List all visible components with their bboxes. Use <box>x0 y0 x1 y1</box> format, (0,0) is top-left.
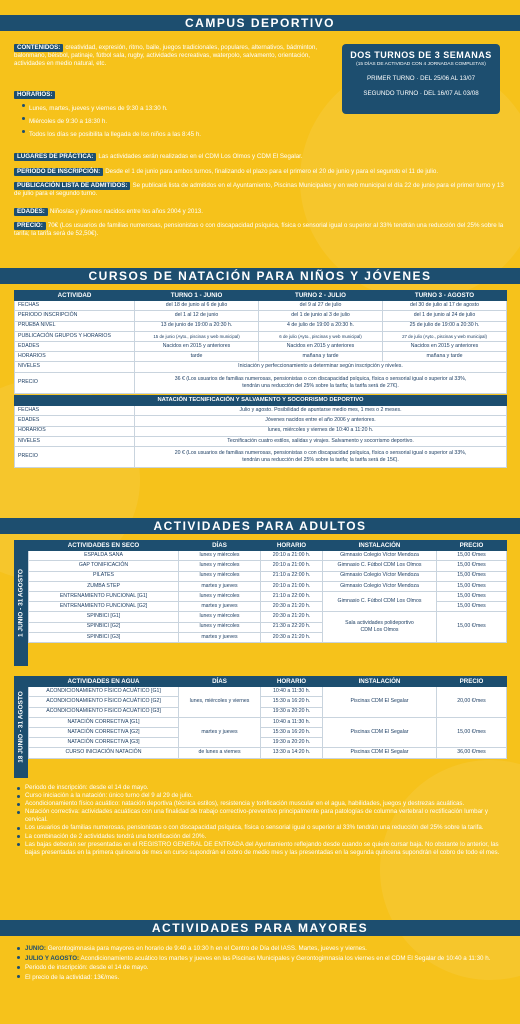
table-cell: NIVELES <box>15 436 135 446</box>
turno-1: PRIMER TURNO · DEL 25/06 AL 13/07 <box>366 75 476 82</box>
table-cell: 13:30 a 14:20 h. <box>261 748 323 758</box>
turnos-title: DOS TURNOS DE 3 SEMANAS <box>350 50 492 60</box>
inst-line: CDM Los Olmos <box>360 627 399 634</box>
table-cell: lunes y miércoles <box>179 561 261 571</box>
campus-lugares <box>14 153 506 161</box>
table-cell: PRECIO <box>15 372 135 393</box>
table-cell: NATACIÓN CORRECTIVA [G3] <box>29 738 179 748</box>
table-cell: 15,00 €/mes <box>437 602 507 612</box>
table-cell: de lunes a viernes <box>179 748 261 758</box>
note-item: Los usuarios de familias numerosas, pensionistas o con discapacidad psíquica, física o sensorial igual o superior al 33% tendrán una reducción del 25% sobre la tarifa. <box>16 824 504 832</box>
horarios-item: Todos los días se posibilita la llegada de los niños a las 8:45 h. <box>22 128 336 141</box>
table-cell: Piscinas CDM El Segalar <box>323 687 437 718</box>
table-row <box>29 717 507 727</box>
table-cell: 20:10 a 21:00 h. <box>261 561 323 571</box>
col-header: PRECIO <box>437 541 507 551</box>
col-header: HORARIO <box>261 541 323 551</box>
table-cell: CURSO INICIACIÓN NATACIÓN <box>29 748 179 758</box>
table-cell: 10:40 a 11:30 h. <box>261 717 323 727</box>
table-cell: ZUMBA STEP <box>29 581 179 591</box>
col-header: HORARIO <box>261 677 323 687</box>
julio-text: Acondicionamiento acuático los martes y jueves en las Piscinas Municipales y Gerontogimnasia los viernes en el CDM El Segalar de 10:40 a 11:30 h. <box>80 954 491 962</box>
table-row <box>15 331 507 341</box>
table-cell: 19:30 a 20:20 h. <box>261 707 323 717</box>
turnos-subtitle: (15 DÍAS DE ACTIVIDAD CON 4 JORNADAS COMPLETAS) <box>356 62 486 67</box>
table-cell: 15,00 €/mes <box>437 717 507 748</box>
col-header: DÍAS <box>179 541 261 551</box>
table-cell: ACONDICIONAMIENTO FÍSICO ACUÁTICO [G3] <box>29 707 179 717</box>
table-row <box>15 406 507 416</box>
tecnificacion-title: NATACIÓN TECNIFICACIÓN Y SALVAMENTO Y SOCORRISMO DEPORTIVO <box>15 396 507 406</box>
table-cell: 36,00 €/mes <box>437 748 507 758</box>
table-cell: 20:30 a 21:20 h. <box>261 612 323 622</box>
contenidos-label: CONTENIDOS: <box>14 44 63 52</box>
turnos-box <box>342 44 500 114</box>
table-cell: Nacidos en 2015 y anteriores <box>259 341 383 351</box>
table-row <box>15 372 507 393</box>
table-cell: lunes y miércoles <box>179 551 261 561</box>
natacion-title: CURSOS DE NATACIÓN PARA NIÑOS Y JÓVENES <box>0 268 520 284</box>
table-cell: Tecnificación cuatro estilos, salidas y virajes. Salvamento y socorrismo deportivo. <box>135 436 507 446</box>
publicacion-text: Se publicará lista de admitidos en el Ayuntamiento, Piscinas Municipales y en web municipal el día 22 de junio para el primer turno y 13 de julio para el segundo turno. <box>14 182 504 197</box>
table-cell: Nacidos en 2015 y anteriores <box>135 341 259 351</box>
table-cell: mañana y tarde <box>259 352 383 362</box>
table-cell: PRUEBA NIVEL <box>15 321 135 331</box>
table-cell: del 18 de junio al 6 de julio <box>135 301 259 311</box>
note-item: Curso iniciación a la natación: único turno del 9 al 29 de julio. <box>16 792 504 800</box>
seco-period-text: 1 JUNIO - 31 AGOSTO <box>17 569 25 637</box>
note-item: La combinación de 2 actividades tendrá una bonificación del 20%. <box>16 833 504 841</box>
table-cell <box>135 372 507 393</box>
campus-periodo <box>14 168 506 176</box>
table-cell: 21:10 a 22:00 h. <box>261 591 323 601</box>
col-header: TURNO 2 - JULIO <box>259 291 383 301</box>
table-cell: 10:40 a 11:30 h. <box>261 687 323 697</box>
horarios-list <box>22 102 336 141</box>
table-cell: 15,00 €/mes <box>437 561 507 571</box>
table-cell: Gimnasio C. Fútbol CDM Los Olmos <box>323 561 437 571</box>
edades-text: Niños/as y jóvenes nacidos entre los años 2004 y 2013. <box>49 208 203 215</box>
table-header-row <box>29 677 507 687</box>
col-header: TURNO 1 - JUNIO <box>135 291 259 301</box>
table-row <box>15 416 507 426</box>
table-cell: EDADES <box>15 416 135 426</box>
table-cell: EDADES <box>15 341 135 351</box>
precio-text: 70€ (Los usuarios de familias numerosas, pensionistas o con discapacidad psíquica, física o sensorial igual o superior al 33% tendrán una reducción del 25% sobre la tarifa; la tarifa será de 52,50€). <box>14 222 504 237</box>
table-cell: Piscinas CDM El Segalar <box>323 717 437 748</box>
mayores-title: ACTIVIDADES PARA MAYORES <box>0 920 520 936</box>
campus-edades <box>14 208 506 216</box>
table-cell: 15:30 a 16:20 h. <box>261 727 323 737</box>
table-cell: 15,00 €/mes <box>437 612 507 643</box>
table-cell: Gimnasio Colegio Víctor Mendoza <box>323 551 437 561</box>
table-cell: del 1 de junio al 3 de julio <box>259 311 383 321</box>
table-cell: 20:10 a 21:00 h. <box>261 581 323 591</box>
table-cell: Gimnasio C. Fútbol CDM Los Olmos <box>323 591 437 611</box>
table-cell: 20,00 €/mes <box>437 687 507 718</box>
agua-table <box>28 676 506 759</box>
table-cell: 20:30 a 21:20 h. <box>261 632 323 642</box>
table-cell: ACONDICIONAMIENTO FÍSICO ACUÁTICO [G1] <box>29 687 179 697</box>
table-cell: 20:10 a 21:00 h. <box>261 551 323 561</box>
col-header: DÍAS <box>179 677 261 687</box>
col-header: ACTIVIDADES EN AGUA <box>29 677 179 687</box>
table-cell: Gimnasio Colegio Víctor Mendoza <box>323 571 437 581</box>
mayores-item: Periodo de inscripción: desde el 14 de mayo. <box>16 963 504 973</box>
table-cell: Iniciación y perfeccionamiento a determinar según inscripción y niveles. <box>135 362 507 372</box>
mayores-item <box>16 944 504 954</box>
col-header: ACTIVIDAD <box>15 291 135 301</box>
table-cell: del 30 de julio al 17 de agosto <box>383 301 507 311</box>
edades-label: EDADES: <box>14 208 48 216</box>
table-cell: 19:30 a 20:20 h. <box>261 738 323 748</box>
table-cell: NATACIÓN CORRECTIVA [G2] <box>29 727 179 737</box>
natacion-table <box>14 290 506 394</box>
table-cell: 15,00 €/mes <box>437 571 507 581</box>
table-cell: lunes, miércoles y viernes de 10:40 a 11:20 h. <box>135 426 507 436</box>
mayores-item: El precio de la actividad: 13€/mes. <box>16 973 504 983</box>
lugares-text: Las actividades serán realizadas en el CDM Los Olmos y CDM El Segalar. <box>98 153 303 160</box>
table-cell: 25 de julio de 19:00 a 20:30 h. <box>383 321 507 331</box>
table-cell: FECHAS <box>15 301 135 311</box>
table-cell: 6 de julio (Ayto., piscinas y web municipal) <box>259 331 383 341</box>
table-row <box>29 612 507 622</box>
horarios-item: Lunes, martes, jueves y viernes de 9:30 a 13:30 h. <box>22 102 336 115</box>
table-cell: ENTRENAMIENTO FUNCIONAL [G1] <box>29 591 179 601</box>
table-cell <box>323 612 437 643</box>
table-cell: ACONDICIONAMIENTO FÍSICO ACUÁTICO [G2] <box>29 697 179 707</box>
horarios-label: HORARIOS: <box>14 91 55 99</box>
table-cell: lunes y miércoles <box>179 622 261 632</box>
contenidos-text: creatividad, expresión, ritmo, baile, juegos tradicionales, populares, alternativos, bádminton, balonmano, béisbol, patinaje, fútbol sala, rugby, actividades recreativas, waterpolo, salvamento, orientación, actividades en medio natural, etc. <box>14 44 318 67</box>
table-cell: 4 de julio de 19:00 a 20:30 h. <box>259 321 383 331</box>
table-cell: lunes y miércoles <box>179 612 261 622</box>
junio-text: Gerontogimnasia para mayores en horario de 9:40 a 10:30 h en el Centro de Día del IASS. Martes, jueves y viernes. <box>47 945 367 952</box>
table-cell: lunes y miércoles <box>179 591 261 601</box>
table-cell: SPINBICI [G1] <box>29 612 179 622</box>
table-row <box>15 301 507 311</box>
periodo-text: Desde el 1 de junio para ambos turnos, finalizando el plazo para el primero el 20 de junio y para el segundo el 11 de julio. <box>105 168 439 175</box>
table-cell: del 1 de junio al 24 de julio <box>383 311 507 321</box>
table-row <box>15 426 507 436</box>
precio-line: 20 € (Los usuarios de familias numerosas, pensionistas o con discapacidad psíquica, física o sensorial igual o superior al 33%, <box>174 449 467 456</box>
col-header: ACTIVIDADES EN SECO <box>29 541 179 551</box>
table-cell: 27 de julio (Ayto., piscinas y web municipal) <box>383 331 507 341</box>
note-item: Las bajas deberán ser presentadas en el REGISTRO GENERAL DE ENTRADA del Ayuntamiento reflejando desde cuando se quiere cursar baja. No obstante lo anterior, las bajas presentadas en la primera quincena de mes en curso supondrán el cobro de medio mes y las presentadas en la segunda quincena supondrán el cobro de todo el mes. <box>16 841 504 857</box>
col-header: INSTALACIÓN <box>323 541 437 551</box>
precio-line: tendrán una reducción del 25% sobre la tarifa; la tarifa será de 27€). <box>242 382 399 389</box>
table-row <box>15 321 507 331</box>
table-cell: ESPALDA SANA <box>29 551 179 561</box>
table-row <box>15 311 507 321</box>
periodo-label: PERIODO DE INSCRIPCIÓN: <box>14 168 103 176</box>
seco-table <box>28 540 506 643</box>
table-cell: 15,00 €/mes <box>437 581 507 591</box>
col-header: INSTALACIÓN <box>323 677 437 687</box>
table-cell: 20:30 a 21:20 h. <box>261 602 323 612</box>
table-cell: martes y jueves <box>179 717 261 748</box>
table-header-row <box>15 291 507 301</box>
note-item: Periodo de inscripción: desde el 14 de mayo. <box>16 784 504 792</box>
table-cell: mañana y tarde <box>383 352 507 362</box>
col-header: TURNO 3 - AGOSTO <box>383 291 507 301</box>
inst-line: Sala actividades polideportivo <box>345 620 414 627</box>
table-cell: 15 de junio (Ayto., piscinas y web municipal) <box>135 331 259 341</box>
table-cell <box>135 446 507 467</box>
table-cell: lunes y miércoles <box>179 571 261 581</box>
tecnificacion-table <box>14 395 506 468</box>
campus-precio <box>14 222 506 238</box>
table-cell: tarde <box>135 352 259 362</box>
table-header-row <box>15 396 507 406</box>
table-cell: lunes, miércoles y viernes <box>179 687 261 718</box>
table-row <box>29 571 507 581</box>
table-header-row <box>29 541 507 551</box>
table-cell: Nacidos en 2015 y anteriores <box>383 341 507 351</box>
lugares-label: LUGARES DE PRÁCTICA: <box>14 153 96 161</box>
table-cell: Julio y agosto. Posibilidad de apuntarse medio mes, 1 mes o 2 meses. <box>135 406 507 416</box>
table-cell: PRECIO <box>15 446 135 467</box>
table-row <box>29 748 507 758</box>
campus-contenidos <box>14 44 336 68</box>
precio-line: 36 € (Los usuarios de familias numerosas, pensionistas o con discapacidad psíquica, física o sensorial igual o superior al 33%, <box>174 375 467 382</box>
table-cell: 15,00 €/mes <box>437 591 507 601</box>
table-cell: ENTRENAMIENTO FUNCIONAL [G2] <box>29 602 179 612</box>
table-cell: martes y jueves <box>179 632 261 642</box>
table-row <box>15 362 507 372</box>
table-row <box>15 341 507 351</box>
junio-label: JUNIO: <box>25 945 46 952</box>
mayores-list <box>16 944 504 982</box>
table-cell: Piscinas CDM El Segalar <box>323 748 437 758</box>
table-cell: NIVELES <box>15 362 135 372</box>
julio-label: JULIO Y AGOSTO: <box>25 954 80 962</box>
table-cell: SPINBICI [G3] <box>29 632 179 642</box>
table-cell: HORARIOS <box>15 426 135 436</box>
table-row <box>29 687 507 697</box>
note-item: Acondicionamiento físico acuático: natación deportiva (técnica estilos), resistencia y tonificación muscular en el agua, habilidades, juegos y destrezas acuáticas. <box>16 800 504 808</box>
adultos-title: ACTIVIDADES PARA ADULTOS <box>0 518 520 534</box>
agua-period-label <box>14 676 28 778</box>
note-item: Natación correctiva: actividades acuáticas con una finalidad de trabajo correctivo-preventivo principalmente para patologías de columna vertebral o rectificación lumbar y cervical. <box>16 808 504 824</box>
table-cell: martes y jueves <box>179 581 261 591</box>
table-cell: 13 de junio de 19:00 a 20:30 h. <box>135 321 259 331</box>
campus-horarios <box>14 91 336 141</box>
table-cell: FECHAS <box>15 406 135 416</box>
table-cell: Jóvenes nacidos entre el año 2006 y anteriores. <box>135 416 507 426</box>
table-cell: SPINBICI [G2] <box>29 622 179 632</box>
table-cell: HORARIOS <box>15 352 135 362</box>
agua-period-text: 18 JUNIO - 31 AGOSTO <box>17 691 25 763</box>
seco-period-label <box>14 540 28 666</box>
table-cell: NATACIÓN CORRECTIVA [G1] <box>29 717 179 727</box>
campus-title: CAMPUS DEPORTIVO <box>0 15 520 31</box>
table-cell: del 1 al 12 de junio <box>135 311 259 321</box>
table-row <box>15 352 507 362</box>
precio-label: PRECIO: <box>14 222 46 230</box>
publicacion-label: PUBLICACIÓN LISTA DE ADMITIDOS: <box>14 182 130 190</box>
table-cell: 15,00 €/mes <box>437 551 507 561</box>
adultos-notes <box>16 784 504 857</box>
table-cell: PUBLICACIÓN GRUPOS Y HORARIOS <box>15 331 135 341</box>
precio-line: tendrán una reducción del 25% sobre la tarifa; la tarifa será de 15€). <box>242 456 399 463</box>
table-cell: 21:30 a 22:20 h. <box>261 622 323 632</box>
table-row <box>29 561 507 571</box>
table-cell: 15:30 a 16:20 h. <box>261 697 323 707</box>
col-header: PRECIO <box>437 677 507 687</box>
table-cell: martes y jueves <box>179 602 261 612</box>
mayores-item <box>16 954 504 964</box>
turno-2: SEGUNDO TURNO · DEL 16/07 AL 03/08 <box>363 90 479 97</box>
table-row <box>29 591 507 601</box>
table-cell: PERIODO INSCRIPCIÓN <box>15 311 135 321</box>
horarios-item: Miércoles de 9:30 a 18:30 h. <box>22 115 336 128</box>
table-cell: 21:10 a 22:00 h. <box>261 571 323 581</box>
campus-publicacion <box>14 182 506 198</box>
table-row <box>15 436 507 446</box>
table-row <box>29 581 507 591</box>
table-cell: PILATES <box>29 571 179 581</box>
table-cell: del 9 al 27 de julio <box>259 301 383 311</box>
table-row <box>29 551 507 561</box>
table-cell: GAP TONIFICACIÓN <box>29 561 179 571</box>
table-row <box>15 446 507 467</box>
table-cell: Gimnasio Colegio Víctor Mendoza <box>323 581 437 591</box>
